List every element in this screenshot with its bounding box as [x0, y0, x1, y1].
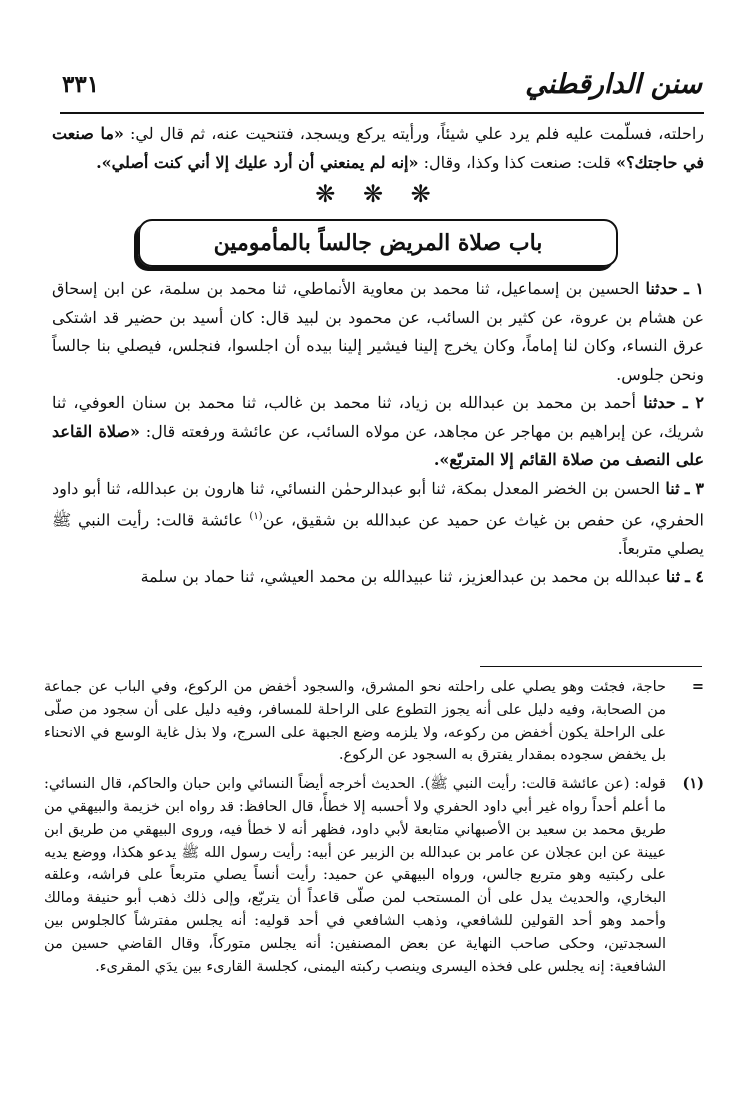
page-header: [62, 66, 702, 110]
chapter-heading-box: [138, 219, 618, 267]
hadith-text: عبدالله بن محمد بن عبدالعزيز، ثنا عبيدالله بن محمد العيشي، ثنا حماد بن سلمة: [140, 567, 666, 587]
hadith-text-after: عائشة قالت: رأيت النبي ﷺ يصلي متربعاً.: [52, 510, 704, 558]
hadith-number: ٢ ـ: [682, 393, 704, 412]
hadith-quote: «صلاة القاعد على النصف من صلاة القائم إلا المتربّع».: [52, 421, 704, 469]
hadith-entry: [52, 475, 704, 564]
hadith-number: ١ ـ: [684, 279, 704, 298]
page-number: ٣٣١: [62, 71, 100, 98]
hadith-lead: ثنا: [665, 567, 681, 587]
footnotes-section: [44, 676, 704, 984]
continuation-quote-a: «ما صنعت في حاجتك؟»: [52, 124, 704, 172]
continuation-text-b: قلت: صنعت كذا وكذا، وقال:: [418, 152, 616, 172]
hadith-entry: [52, 563, 704, 592]
footnote-1: [44, 773, 704, 978]
hadith-number: ٣ ـ: [684, 478, 704, 498]
hadith-text: الحسين بن إسماعيل، ثنا محمد بن معاوية الأنماطي، ثنا محمد بن سلمة، عن ابن إسحاق عن هشام بن عروة، عن كثير بن السائب، عن محمود بن لبيد قال: كان أسيد بن حضير قد اشتكى عرق النساء، وكان لنا إماماً، وكان يخرج إلينا فيشير إلينا بيده أن اجلسوا، فنجلس، فيصلي بنا جالساً ونحن جلوس.: [52, 279, 704, 384]
running-title: سنن الدارقطني: [525, 69, 702, 100]
hadith-entry: [52, 389, 704, 475]
hadith-number: ٤ ـ: [685, 567, 704, 587]
hadith-lead: حدثنا: [643, 393, 676, 412]
main-text: [52, 120, 704, 592]
section-separator: ❋ ❋ ❋: [315, 180, 441, 208]
footnote-continuation: [44, 676, 704, 767]
hadith-lead: حدثنا: [645, 279, 678, 298]
footnote-rule: [480, 666, 702, 667]
continuation-paragraph: [52, 120, 704, 177]
footnote-text: قوله: (عن عائشة قالت: رأيت النبي ﷺ). الحديث أخرجه أيضاً النسائي وابن حبان والحاكم، قال النسائي: ما أعلم أحداً رواه غير أبي داود الحفري ولا أحسبه إلا خطأً، قال الحافظ: قد رواه ابن خزيمة والبيهقي من طريق محمد بن سعيد بن الأصبهاني متابعة لأبي داود، فظهر أنه لا خطأ فيه، وروى البيهقي من طريق ابن عيينة عن ابن عجلان عن عامر بن عبدالله بن الزبير عن أبيه: رأيت رسول الله ﷺ يدعو هكذا، ووضع يديه على ركبتيه وهو متربع جالس، ورواه البيهقي عن حميد: رأيت أنساً يصلي متربعاً على فراشه، وعلقه البخاري، والحديث يدل على أن المستحب لمن صلّى قاعداً أن يتربّع، وإلى ذلك ذهب أبو حنيفة ومالك وأحمد وهو أحد القولين للشافعي، وذهب الشافعي في أحد قوليه: أنه يجلس مفترشاً كالجلوس بين السجدتين، وحكى صاحب النهاية عن بعض المصنفين: أنه يجلس متوركاً، وقال القاضي حسين من الشافعية: إنه يجلس على فخذه اليسرى وينصب ركبته اليمنى، كجلسة القارىء بين يدَي المقرىء.: [44, 776, 666, 975]
continuation-quote-b: «إنه لم يمنعني أن أرد عليك إلا أني كنت أصلي».: [96, 152, 419, 172]
chapter-title: باب صلاة المريض جالساً بالمأمومين: [213, 229, 543, 256]
footnote-text: حاجة، فجئت وهو يصلي على راحلته نحو المشرق، والسجود أخفض من الركوع، وفي الباب عن جماعة من الصحابة، وفيه دليل على أنه يجوز التطوع على الراحلة للمسافر، وفيه دليل على أن سجود من صلّى على الراحلة يكون أخفض من ركوعه، ولا يلزمه وضع الجبهة على السرج، ولا بذل غاية الوسع في الانحناء بل يخفض سجوده بمقدار يفترق به السجود عن الركوع.: [44, 679, 666, 764]
continuation-text-a: راحلته، فسلّمت عليه فلم يرد علي شيئاً، ورأيته يركع ويسجد، فتنحيت عنه، ثم قال لي:: [123, 124, 705, 143]
hadith-text: أحمد بن محمد بن عبدالله بن زياد، ثنا محمد بن غالب، ثنا محمد بن سنان العوفي، ثنا شريك، عن إبراهيم بن مهاجر عن مجاهد، عن مولاه السائب، عن عائشة ورفعته قال:: [52, 393, 705, 441]
footnote-mark: (١): [682, 775, 704, 793]
footnote-reference[interactable]: (١): [249, 511, 263, 522]
header-rule: [60, 112, 704, 114]
hadith-entry: [52, 275, 704, 389]
hadith-text: الحسن بن الخضر المعدل بمكة، ثنا أبو عبدالرحمٰن النسائي، ثنا هارون بن عبدالله، ثنا أبو داود الحفري، عن حفص بن غياث عن حميد عن عبدالله بن شقيق، عن: [52, 478, 704, 530]
footnote-mark: =: [691, 678, 704, 695]
hadith-lead: ثنا: [665, 478, 680, 498]
